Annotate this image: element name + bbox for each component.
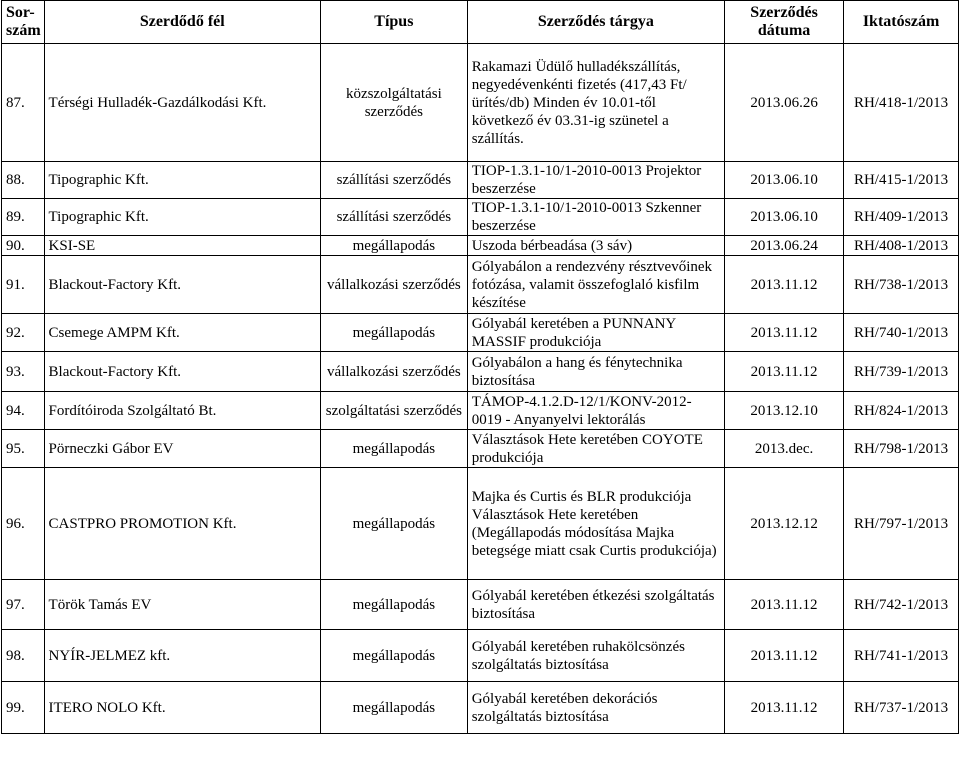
contract-subject: Választások Hete keretében COYOTE produkciója bbox=[467, 430, 724, 468]
table-row bbox=[2, 236, 959, 256]
contract-type: megállapodás bbox=[320, 630, 467, 682]
contract-party: Csemege AMPM Kft. bbox=[44, 314, 320, 352]
reference-number: RH/797-1/2013 bbox=[844, 468, 959, 580]
row-number: 92. bbox=[2, 314, 45, 352]
header-party: Szerdődő fél bbox=[44, 1, 320, 44]
reference-number: RH/740-1/2013 bbox=[844, 314, 959, 352]
contract-subject: Gólyabál keretében dekorációs szolgáltatás biztosítása bbox=[467, 682, 724, 734]
contract-subject: Majka és Curtis és BLR produkciója Választások Hete keretében (Megállapodás módosítása Majka betegsége miatt csak Curtis produkciója) bbox=[467, 468, 724, 580]
header-row-number: Sor- szám bbox=[2, 1, 45, 44]
contract-type: szolgáltatási szerződés bbox=[320, 392, 467, 430]
table-row bbox=[2, 430, 959, 468]
header-row bbox=[2, 1, 959, 44]
table-row bbox=[2, 314, 959, 352]
row-number: 88. bbox=[2, 162, 45, 199]
reference-number: RH/408-1/2013 bbox=[844, 236, 959, 256]
reference-number: RH/742-1/2013 bbox=[844, 580, 959, 630]
header-type: Típus bbox=[320, 1, 467, 44]
row-number: 90. bbox=[2, 236, 45, 256]
row-number: 89. bbox=[2, 199, 45, 236]
contract-party: ITERO NOLO Kft. bbox=[44, 682, 320, 734]
contract-subject: TIOP-1.3.1-10/1-2010-0013 Projektor beszerzése bbox=[467, 162, 724, 199]
contract-party: Tipographic Kft. bbox=[44, 199, 320, 236]
contract-subject: Rakamazi Üdülő hulladékszállítás, negyedévenkénti fizetés (417,43 Ft/ürítés/db) Minden év 10.01-től következő év 03.31-ig szünetel a szállítás. bbox=[467, 44, 724, 162]
reference-number: RH/415-1/2013 bbox=[844, 162, 959, 199]
contract-subject: TIOP-1.3.1-10/1-2010-0013 Szkenner beszerzése bbox=[467, 199, 724, 236]
contract-subject: Gólyabál keretében étkezési szolgáltatás biztosítása bbox=[467, 580, 724, 630]
table-row bbox=[2, 392, 959, 430]
contract-date: 2013.dec. bbox=[725, 430, 844, 468]
contract-type: szállítási szerződés bbox=[320, 162, 467, 199]
contract-date: 2013.12.10 bbox=[725, 392, 844, 430]
contract-date: 2013.11.12 bbox=[725, 682, 844, 734]
contract-party: NYÍR-JELMEZ kft. bbox=[44, 630, 320, 682]
table-row bbox=[2, 44, 959, 162]
reference-number: RH/741-1/2013 bbox=[844, 630, 959, 682]
contract-type: vállalkozási szerződés bbox=[320, 352, 467, 392]
contract-date: 2013.06.10 bbox=[725, 162, 844, 199]
contract-party: CASTPRO PROMOTION Kft. bbox=[44, 468, 320, 580]
contract-date: 2013.11.12 bbox=[725, 580, 844, 630]
contract-party: Fordítóiroda Szolgáltató Bt. bbox=[44, 392, 320, 430]
contract-type: szállítási szerződés bbox=[320, 199, 467, 236]
contract-type: megállapodás bbox=[320, 236, 467, 256]
contract-date: 2013.11.12 bbox=[725, 352, 844, 392]
header-subject: Szerződés tárgya bbox=[467, 1, 724, 44]
reference-number: RH/824-1/2013 bbox=[844, 392, 959, 430]
contract-date: 2013.06.10 bbox=[725, 199, 844, 236]
row-number: 87. bbox=[2, 44, 45, 162]
contract-subject: Gólyabál keretében a PUNNANY MASSIF produkciója bbox=[467, 314, 724, 352]
row-number: 97. bbox=[2, 580, 45, 630]
reference-number: RH/798-1/2013 bbox=[844, 430, 959, 468]
table-row bbox=[2, 256, 959, 314]
table-row bbox=[2, 162, 959, 199]
contract-party: Blackout-Factory Kft. bbox=[44, 256, 320, 314]
contract-type: megállapodás bbox=[320, 314, 467, 352]
row-number: 95. bbox=[2, 430, 45, 468]
contract-party: Térségi Hulladék-Gazdálkodási Kft. bbox=[44, 44, 320, 162]
contract-type: megállapodás bbox=[320, 580, 467, 630]
contract-date: 2013.11.12 bbox=[725, 256, 844, 314]
table-row bbox=[2, 682, 959, 734]
contract-date: 2013.12.12 bbox=[725, 468, 844, 580]
contracts-table bbox=[1, 0, 959, 734]
reference-number: RH/738-1/2013 bbox=[844, 256, 959, 314]
contract-subject: Gólyabál keretében ruhakölcsönzés szolgáltatás biztosítása bbox=[467, 630, 724, 682]
table-row bbox=[2, 580, 959, 630]
contract-date: 2013.11.12 bbox=[725, 630, 844, 682]
contract-date: 2013.11.12 bbox=[725, 314, 844, 352]
table-body bbox=[2, 44, 959, 734]
row-number: 93. bbox=[2, 352, 45, 392]
table-row bbox=[2, 352, 959, 392]
contract-type: közszolgáltatási szerződés bbox=[320, 44, 467, 162]
reference-number: RH/737-1/2013 bbox=[844, 682, 959, 734]
row-number: 94. bbox=[2, 392, 45, 430]
contract-subject: TÁMOP-4.1.2.D-12/1/KONV-2012-0019 - Anyanyelvi lektorálás bbox=[467, 392, 724, 430]
contract-date: 2013.06.26 bbox=[725, 44, 844, 162]
contract-subject: Uszoda bérbeadása (3 sáv) bbox=[467, 236, 724, 256]
reference-number: RH/409-1/2013 bbox=[844, 199, 959, 236]
header-date: Szerződés dátuma bbox=[725, 1, 844, 44]
table-row bbox=[2, 199, 959, 236]
contract-type: megállapodás bbox=[320, 430, 467, 468]
contract-subject: Gólyabálon a hang és fénytechnika biztosítása bbox=[467, 352, 724, 392]
contract-date: 2013.06.24 bbox=[725, 236, 844, 256]
reference-number: RH/418-1/2013 bbox=[844, 44, 959, 162]
contract-party: Blackout-Factory Kft. bbox=[44, 352, 320, 392]
row-number: 99. bbox=[2, 682, 45, 734]
row-number: 96. bbox=[2, 468, 45, 580]
reference-number: RH/739-1/2013 bbox=[844, 352, 959, 392]
contract-party: KSI-SE bbox=[44, 236, 320, 256]
contract-subject: Gólyabálon a rendezvény résztvevőinek fotózása, valamit összefoglaló kisfilm készítése bbox=[467, 256, 724, 314]
contract-type: vállalkozási szerződés bbox=[320, 256, 467, 314]
contract-type: megállapodás bbox=[320, 468, 467, 580]
table-row bbox=[2, 630, 959, 682]
contract-party: Tipographic Kft. bbox=[44, 162, 320, 199]
row-number: 91. bbox=[2, 256, 45, 314]
row-number: 98. bbox=[2, 630, 45, 682]
contract-party: Török Tamás EV bbox=[44, 580, 320, 630]
table-row bbox=[2, 468, 959, 580]
header-reference: Iktatószám bbox=[844, 1, 959, 44]
contract-type: megállapodás bbox=[320, 682, 467, 734]
contract-party: Pörneczki Gábor EV bbox=[44, 430, 320, 468]
